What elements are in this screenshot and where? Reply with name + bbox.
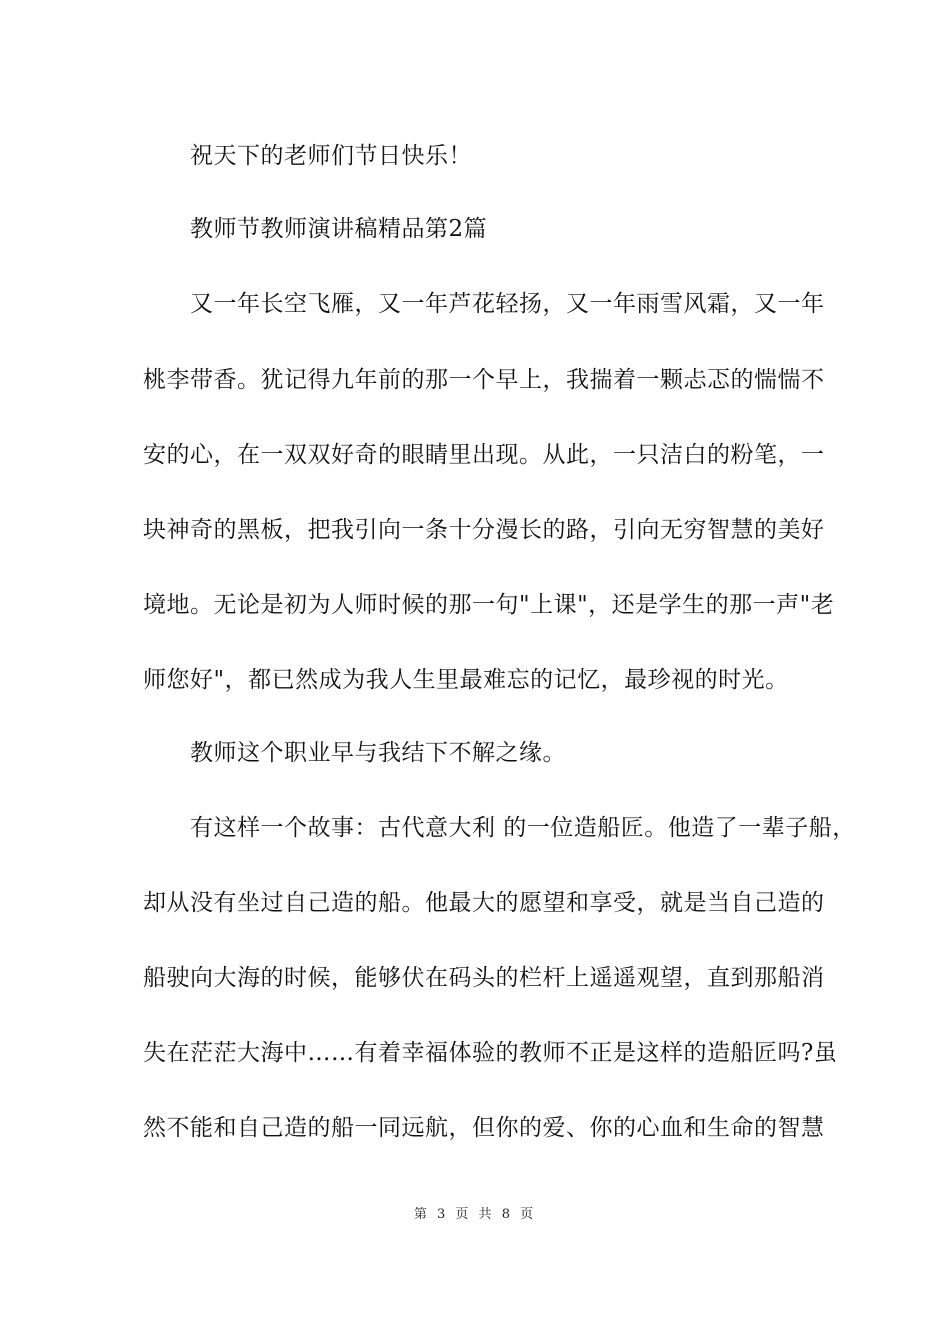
- paragraph-line: 船驶向大海的时候，能够伏在码头的栏杆上遥遥观望，直到那船消: [143, 965, 825, 991]
- paragraph-line: 又一年长空飞雁，又一年芦花轻扬，又一年雨雪风霜，又一年: [190, 291, 825, 317]
- paragraph-greeting: 祝天下的老师们节日快乐！: [190, 143, 472, 169]
- section-heading: 教师节教师演讲稿精品第2篇: [190, 216, 488, 242]
- paragraph-line: 失在茫茫大海中……有着幸福体验的教师不正是这样的造船匠吗?虽: [143, 1040, 838, 1066]
- paragraph-line: 教师这个职业早与我结下不解之缘。: [190, 740, 566, 766]
- paragraph-line: 然不能和自己造的船一同远航，但你的爱、你的心血和生命的智慧: [143, 1115, 825, 1141]
- paragraph-line: 块神奇的黑板，把我引向一条十分漫长的路，引向无穷智慧的美好: [143, 517, 825, 543]
- paragraph-line: 有这样一个故事：古代意大利 的一位造船匠。他造了一辈子船，: [190, 815, 856, 841]
- paragraph-line: 却从没有坐过自己造的船。他最大的愿望和享受，就是当自己造的: [143, 890, 825, 916]
- paragraph-line: 境地。无论是初为人师时候的那一句"上课"，还是学生的那一声"老: [143, 592, 835, 618]
- paragraph-line: 桃李带香。犹记得九年前的那一个早上，我揣着一颗忐忑的惴惴不: [143, 367, 825, 393]
- paragraph-line: 安的心，在一双双好奇的眼睛里出现。从此，一只洁白的粉笔，一: [143, 442, 825, 468]
- paragraph-line: 师您好"，都已然成为我人生里最难忘的记忆，最珍视的时光。: [143, 667, 789, 693]
- page-number-footer: 第 3 页 共 8 页: [413, 1207, 537, 1222]
